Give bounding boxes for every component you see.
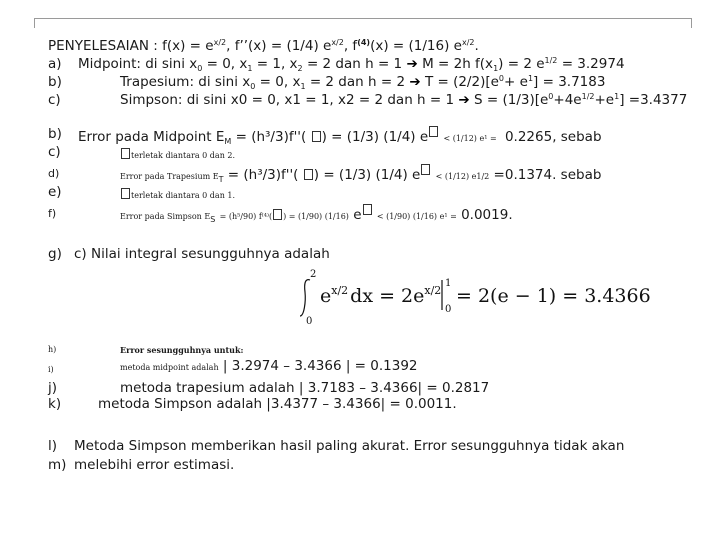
missing-glyph-icon (121, 148, 130, 159)
error-midpoint-note (120, 146, 235, 164)
title-line: PENYELESAIAN : $f(x) = e^{x/2}$, f’’(x) = (1/4) $e^{x/2}$, $f^{(4)}(x) = (1/16)$ $e^{x/2}$. (48, 38, 479, 54)
top-rule-tick-right (691, 18, 692, 28)
error-trapesium-formula: = (h³/3)f''( (227, 167, 303, 183)
error-simpson-small2: < (1/90) (1/16) e¹ = (376, 212, 457, 221)
integral-lower: 0 (306, 316, 313, 327)
midpoint-rest: = 1, x (256, 56, 298, 72)
error-actual-midpoint-small: metoda midpoint adalah (120, 363, 219, 372)
missing-glyph-icon (121, 188, 130, 199)
error-actual-trapesium: metoda trapesium adalah | 3.7183 – 3.4366| = 0.2817 (120, 380, 490, 396)
integral-body: $e^{x/2}$ dx = $2e^{x/2}$ (320, 284, 442, 307)
error-simpson-rest: ) = (1/90) (1/16) (283, 212, 349, 221)
simpson-value: ] =3.4377 (619, 92, 688, 108)
missing-glyph-icon (363, 204, 372, 215)
label-a: a) (48, 56, 62, 72)
label-m: m) (48, 457, 67, 473)
missing-glyph-icon (273, 209, 282, 220)
error-midpoint-note-text: terletak diantara 0 dan 2. (131, 151, 236, 160)
missing-glyph-icon (312, 131, 321, 142)
label-g: g) (48, 246, 62, 262)
error-midpoint-small: < (1/12) e¹ = (443, 134, 497, 143)
label-f: f) (48, 207, 57, 220)
midpoint-result: M = 2h f(x (422, 56, 494, 72)
trapesium-value: ] = 3.7183 (533, 74, 606, 90)
simpson-line: Simpson: di sini x0 = 0, x1 = 1, x2 = 2 dan h = 1 ➔ $S = (1/3)[e^0+4e^{1/2}+e^1] =3.4377$ (120, 92, 688, 108)
conclusion-line-2: melebihi error estimasi. (74, 457, 235, 473)
error-trapesium-small2: < (1/12) e (435, 172, 477, 181)
midpoint-value: = 3.2974 (561, 56, 625, 72)
label-b: b) (48, 74, 62, 90)
label-d: d) (48, 167, 60, 180)
error-trapesium-rest: = (1/3) (1/4) e (319, 167, 421, 183)
integral-sign-icon (300, 280, 310, 316)
simpson-result: S = (1/3)[e (474, 92, 549, 108)
arrow-icon: ➔ (409, 74, 421, 90)
error-actual-midpoint (120, 358, 418, 376)
error-trapesium-note (120, 186, 235, 204)
conclusion-line-1: Metoda Simpson memberikan hasil paling akurat. Error sesungguhnya tidak akan (74, 438, 625, 454)
trapesium-line: Trapesium: di sini $x_0 = 0$, $x_1 = 2$ dan h = 2 ➔ $T = (2/2)[e^0+ e^1] = 3.7183$ (120, 74, 606, 91)
error-midpoint-text: Error pada Midpoint E (78, 129, 225, 145)
top-rule-tick-left (34, 18, 35, 28)
label-k: k) (48, 396, 62, 412)
label-l: l) (48, 438, 58, 454)
midpoint-tail: = 2 dan h = 1 (306, 56, 403, 72)
error-midpoint-line: Error pada Midpoint $E_M = (h^3/3)f''$( ) = (1/3) (1/4) e < (1/12) e¹ = 0.2265, sebab (78, 126, 602, 147)
error-trapesium-line: Error pada Trapesium $E_T = (h^3/3)f''$( ) = (1/3) (1/4) e < (1/12) e1/2 =0.1374. sebab (120, 164, 601, 185)
error-simpson-value: 0.0019. (461, 207, 513, 223)
error-midpoint-rest: = (1/3) (1/4) e (326, 129, 429, 145)
label-j: j) (48, 380, 58, 396)
error-simpson-formula: = (h⁵/90) f⁽⁴⁾( (219, 212, 273, 221)
integral-intro: c) Nilai integral sesungguhnya adalah (74, 246, 330, 262)
trapesium-text: Trapesium: di sini x (120, 74, 251, 90)
label-b2: b) (48, 126, 62, 142)
error-trapesium-value: 0.1374. sebab (504, 167, 602, 183)
integral-formula (296, 266, 651, 327)
integral-result: = 2(e − 1) = 3.4366 (456, 285, 651, 307)
label-i: i) (48, 365, 54, 374)
integral-upper: 2 (310, 269, 317, 280)
error-midpoint-value: 0.2265, sebab (504, 129, 602, 145)
label-h: h) (48, 345, 57, 354)
trapesium-result: T = (2/2)[e (424, 74, 499, 90)
bar-lower: 0 (445, 304, 452, 315)
simpson-text: Simpson: di sini x0 = 0, x1 = 1, x2 = 2 dan h = 1 (120, 92, 455, 108)
error-simpson-small: Error pada Simpson E (120, 212, 211, 221)
missing-glyph-icon (304, 169, 313, 180)
arrow-icon: ➔ (458, 92, 470, 108)
error-actual-heading: Error sesungguhnya untuk: (120, 345, 244, 355)
label-c2: c) (48, 144, 61, 160)
label-c: c) (48, 92, 61, 108)
error-midpoint-formula: = (h³/3)f''( (235, 129, 311, 145)
error-trapesium-small: Error pada Trapesium E (120, 172, 219, 181)
midpoint-line: Midpoint: di sini $x_0 = 0$, $x_1 = 1$, $x_2 = 2$ dan h = 1 ➔ M = 2h $f(x_1) = 2$ $e^{1/2} = 3.2974$ (78, 56, 625, 73)
arrow-icon: ➔ (406, 56, 418, 72)
midpoint-text: Midpoint: di sini x (78, 56, 198, 72)
label-e: e) (48, 184, 62, 200)
midpoint-result2: ) = 2 e (498, 56, 545, 72)
missing-glyph-icon (421, 164, 430, 175)
missing-glyph-icon (429, 126, 438, 137)
error-trapesium-note-text: terletak diantara 0 dan 1. (131, 191, 236, 200)
error-actual-simpson: metoda Simpson adalah |3.4377 – 3.4366| = 0.0011. (98, 396, 457, 412)
bar-upper: 1 (445, 278, 452, 289)
top-rule (34, 18, 692, 19)
error-simpson-line: Error pada Simpson $E_S = (h^5/90)$ f⁽⁴⁾( ) = (1/90) (1/16) e < (1/90) (1/16) e¹ = 0.0019. (120, 204, 513, 225)
error-actual-midpoint-value: | 3.2974 – 3.4366 | = 0.1392 (222, 358, 418, 374)
